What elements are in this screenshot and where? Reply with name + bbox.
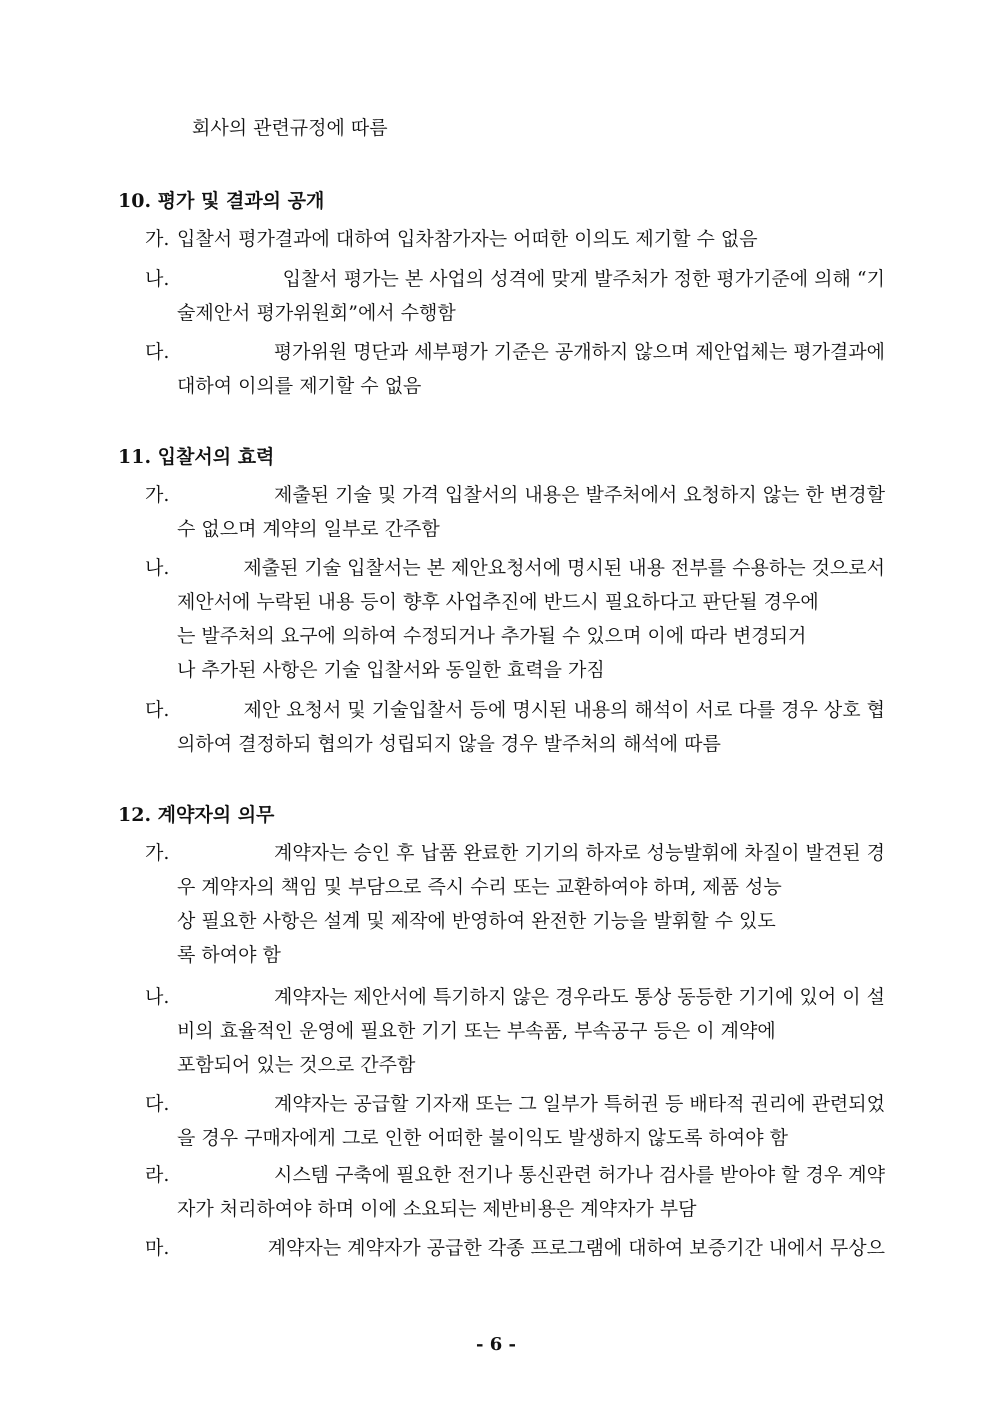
item-line: 시스템 구축에 필요한 전기나 통신관련 허가나 검사를 받아야 할 경우 계약	[273, 1164, 885, 1186]
item-line: 우 계약자의 책임 및 부담으로 즉시 수리 또는 교환하여야 하며, 제품 성능	[177, 876, 782, 898]
item-marker: 다.	[145, 1093, 170, 1115]
item-line: 비의 효율적인 운영에 필요한 기기 또는 부속품, 부속공구 등은 이 계약에	[177, 1020, 776, 1042]
list-item	[145, 1231, 885, 1265]
item-line: 계약자는 계약자가 공급한 각종 프로그램에 대하여 보증기간 내에서 무상으	[267, 1237, 885, 1259]
item-line: 의하여 결정하되 협의가 성립되지 않을 경우 발주처의 해석에 따름	[177, 733, 721, 755]
item-line: 술제안서 평가위원회”에서 수행함	[177, 302, 456, 324]
item-marker: 다.	[145, 699, 170, 721]
list-item	[145, 478, 885, 546]
item-marker: 다.	[145, 341, 170, 363]
item-line: 포함되어 있는 것으로 간주함	[177, 1054, 416, 1076]
list-item	[145, 1158, 885, 1226]
item-line: 을 경우 구매자에게 그로 인한 어떠한 불이익도 발생하지 않도록 하여야 함	[177, 1127, 789, 1149]
item-line: 제안 요청서 및 기술입찰서 등에 명시된 내용의 해석이 서로 다를 경우 상호 협	[243, 699, 885, 721]
item-marker: 가.	[145, 842, 170, 864]
item-line: 계약자는 승인 후 납품 완료한 기기의 하자로 성능발휘에 차질이 발견된 경	[273, 842, 885, 864]
item-marker: 라.	[145, 1164, 170, 1186]
item-line: 자가 처리하여야 하며 이에 소요되는 제반비용은 계약자가 부담	[177, 1198, 697, 1220]
list-item	[145, 693, 885, 761]
list-item	[145, 1087, 885, 1155]
item-line: 제출된 기술 및 가격 입찰서의 내용은 발주처에서 요청하지 않는 한 변경할	[273, 484, 885, 506]
section-heading-12: 12. 계약자의 의무	[118, 804, 275, 826]
item-line: 상 필요한 사항은 설계 및 제작에 반영하여 완전한 기능을 발휘할 수 있도	[177, 910, 776, 932]
list-item	[145, 551, 885, 687]
list-item	[145, 335, 885, 403]
item-line: 는 발주처의 요구에 의하여 수정되거나 추가될 수 있으며 이에 따라 변경되거	[177, 625, 807, 647]
item-line: 록 하여야 함	[177, 944, 281, 966]
section-heading-11: 11. 입찰서의 효력	[118, 446, 275, 468]
section-heading-10: 10. 평가 및 결과의 공개	[118, 190, 325, 212]
item-line: 계약자는 제안서에 특기하지 않은 경우라도 통상 동등한 기기에 있어 이 설	[273, 986, 885, 1008]
item-line: 제출된 기술 입찰서는 본 제안요청서에 명시된 내용 전부를 수용하는 것으로서	[243, 557, 885, 579]
item-line: 입찰서 평가는 본 사업의 성격에 맞게 발주처가 정한 평가기준에 의해 “기	[282, 268, 885, 290]
item-line: 계약자는 공급할 기자재 또는 그 일부가 특허권 등 배타적 권리에 관련되었	[273, 1093, 885, 1115]
item-line: 수 없으며 계약의 일부로 간주함	[177, 518, 440, 540]
list-item	[145, 222, 885, 256]
item-marker: 마.	[145, 1237, 170, 1259]
item-marker: 가.	[145, 484, 170, 506]
list-item	[145, 262, 885, 330]
list-item	[145, 980, 885, 1082]
list-item	[145, 836, 885, 972]
item-line: 입찰서 평가결과에 대하여 입차참가자는 어떠한 이의도 제기할 수 없음	[177, 228, 758, 250]
item-line: 대하여 이의를 제기할 수 없음	[177, 375, 422, 397]
item-marker: 나.	[145, 557, 170, 579]
page-number: - 6 -	[476, 1334, 516, 1355]
item-marker: 나.	[145, 268, 170, 290]
item-line: 평가위원 명단과 세부평가 기준은 공개하지 않으며 제안업체는 평가결과에	[273, 341, 885, 363]
intro-line: 회사의 관련규정에 따름	[192, 117, 388, 139]
item-marker: 가.	[145, 228, 170, 250]
item-marker: 나.	[145, 986, 170, 1008]
item-line: 나 추가된 사항은 기술 입찰서와 동일한 효력을 가짐	[177, 659, 605, 681]
item-line: 제안서에 누락된 내용 등이 향후 사업추진에 반드시 필요하다고 판단될 경우에	[177, 591, 819, 613]
